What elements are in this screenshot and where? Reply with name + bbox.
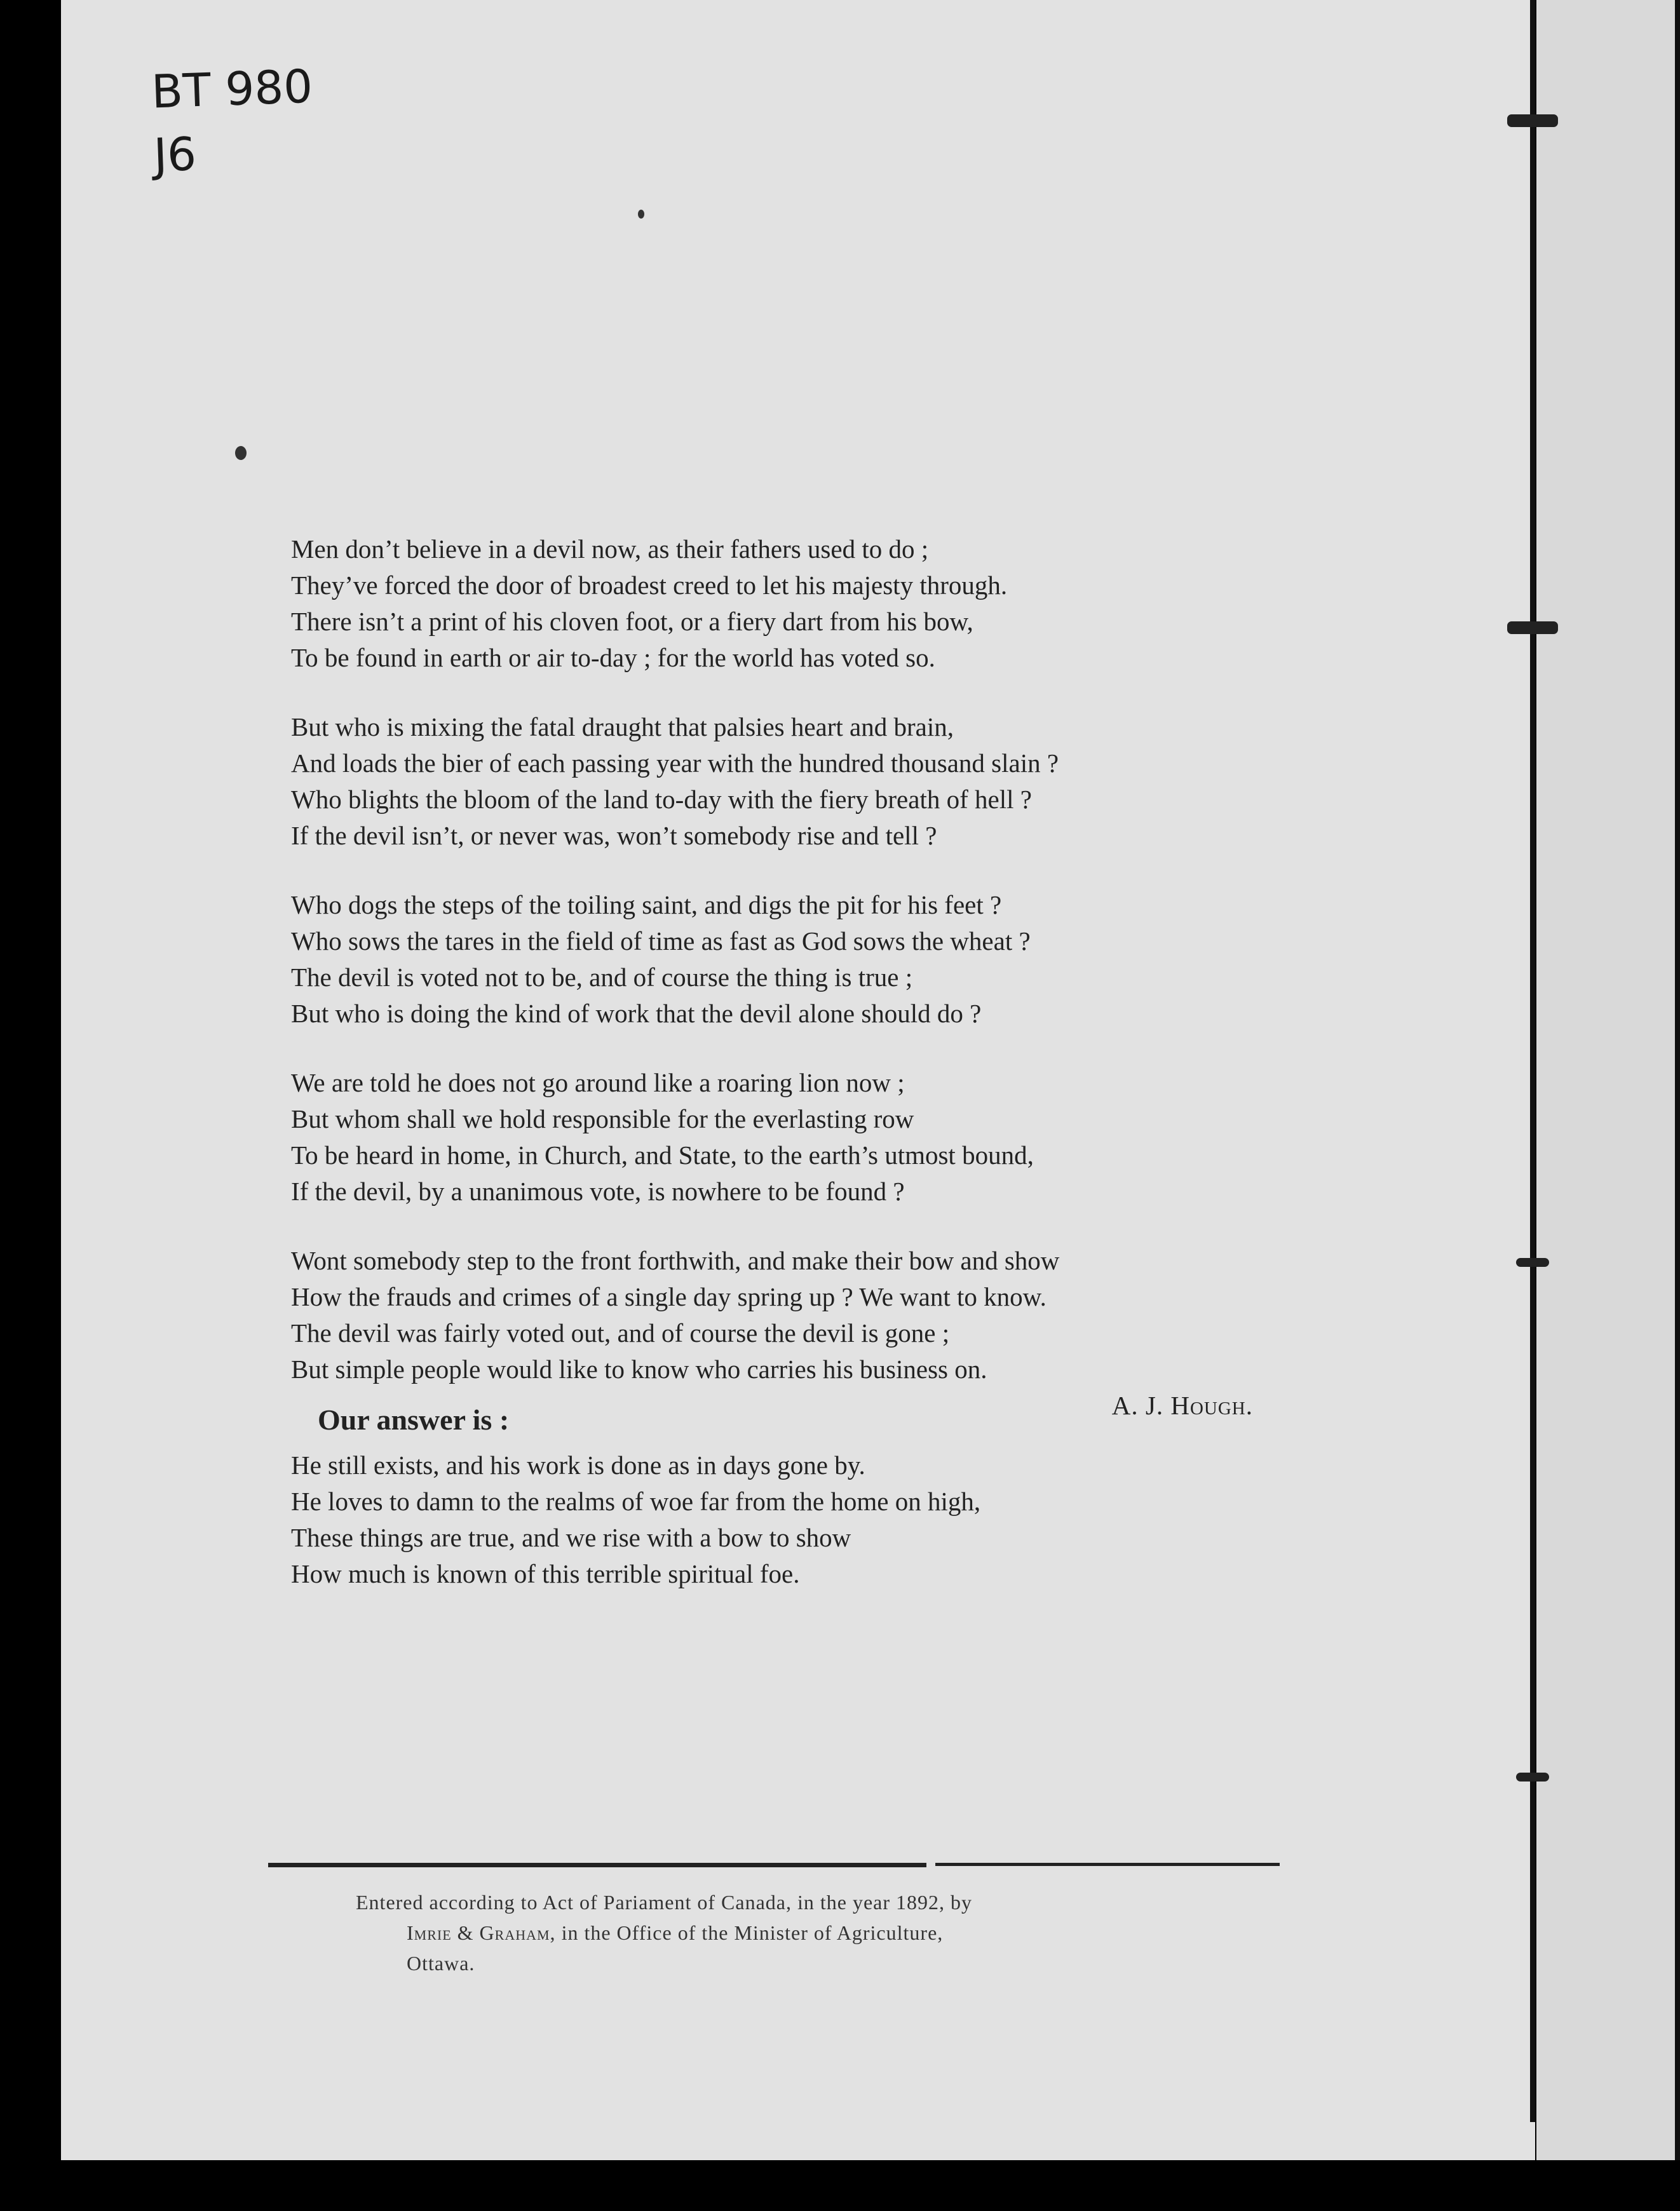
poem-line: Who dogs the steps of the toiling saint, and digs the pit for his feet ? — [291, 890, 1002, 919]
answer-verse — [291, 1447, 1276, 1592]
answer-line: He loves to damn to the realms of woe far from the home on high, — [291, 1487, 981, 1516]
binding-line — [1530, 0, 1535, 2122]
poem-line: But whom shall we hold responsible for the everlasting row — [291, 1104, 914, 1133]
binding-stitch — [1516, 1258, 1549, 1267]
footer-rule — [268, 1863, 926, 1867]
footer-rule — [935, 1863, 1280, 1866]
stanza — [291, 1065, 1276, 1210]
poem-line: But who is doing the kind of work that the devil alone should do ? — [291, 999, 982, 1028]
stanza — [291, 531, 1276, 676]
poem-line: We are told he does not go around like a roaring lion now ; — [291, 1068, 905, 1097]
handwritten-call-number — [151, 55, 316, 187]
answer-line: He still exists, and his work is done as in days gone by. — [291, 1450, 865, 1480]
poem-line: There isn’t a print of his cloven foot, or a fiery dart from his bow, — [291, 607, 973, 636]
poem-line: Who sows the tares in the field of time as fast as God sows the wheat ? — [291, 926, 1031, 956]
stanza — [291, 709, 1276, 854]
ink-speck — [638, 210, 644, 219]
poem-line: The devil was fairly voted out, and of course the devil is gone ; — [291, 1318, 950, 1348]
poem-line: How the frauds and crimes of a single day spring up ? We want to know. — [291, 1282, 1047, 1311]
poem-line: To be heard in home, in Church, and State, to the earth’s utmost bound, — [291, 1140, 1034, 1170]
call-number-line1: BT 980 — [150, 59, 314, 119]
publisher-name: Imrie & Graham, — [407, 1921, 556, 1944]
answer-line: These things are true, and we rise with a bow to show — [291, 1523, 851, 1552]
copyright-line — [356, 1917, 1182, 1948]
binding-stitch — [1507, 621, 1558, 634]
poem-line: But simple people would like to know who carries his business on. — [291, 1355, 987, 1384]
ink-speck — [235, 446, 247, 460]
stanza — [291, 887, 1276, 1032]
copyright-office: in the Office of the Minister of Agriculture, — [555, 1921, 944, 1944]
poem-line: And loads the bier of each passing year with the hundred thousand slain ? — [291, 748, 1059, 778]
facing-page-edge — [1536, 0, 1680, 2160]
poem-line: If the devil, by a unanimous vote, is nowhere to be found ? — [291, 1177, 905, 1206]
binding-stitch — [1507, 114, 1558, 127]
poem-line: But who is mixing the fatal draught that palsies heart and brain, — [291, 712, 954, 741]
copyright-line: Ottawa. — [407, 1952, 475, 1975]
poem-line: Wont somebody step to the front forthwith, and make their bow and show — [291, 1246, 1060, 1275]
copyright-line: Entered according to Act of Pariament of Canada, in the year 1892, by — [356, 1891, 973, 1914]
poem-line: If the devil isn’t, or never was, won’t somebody rise and tell ? — [291, 821, 937, 850]
poem-line: The devil is voted not to be, and of course the thing is true ; — [291, 963, 913, 992]
call-number-line2: J6 — [152, 127, 198, 182]
poem-author: A. J. Hough. — [1111, 1391, 1253, 1420]
scan-border — [0, 2160, 1680, 2211]
poem-line: Who blights the bloom of the land to-day with the fiery breath of hell ? — [291, 785, 1032, 814]
scan-edge — [1675, 0, 1680, 2211]
poem-line: To be found in earth or air to-day ; for the world has voted so. — [291, 643, 935, 672]
answer-heading: Our answer is : — [318, 1403, 510, 1436]
stanza — [291, 1243, 1276, 1388]
answer-line: How much is known of this terrible spiritual foe. — [291, 1559, 800, 1588]
poem-line: They’ve forced the door of broadest creed to let his majesty through. — [291, 571, 1008, 600]
copyright-notice — [356, 1887, 1182, 1978]
poem — [291, 531, 1276, 1423]
binding-stitch — [1516, 1773, 1549, 1782]
poem-line: Men don’t believe in a devil now, as their fathers used to do ; — [291, 534, 929, 564]
